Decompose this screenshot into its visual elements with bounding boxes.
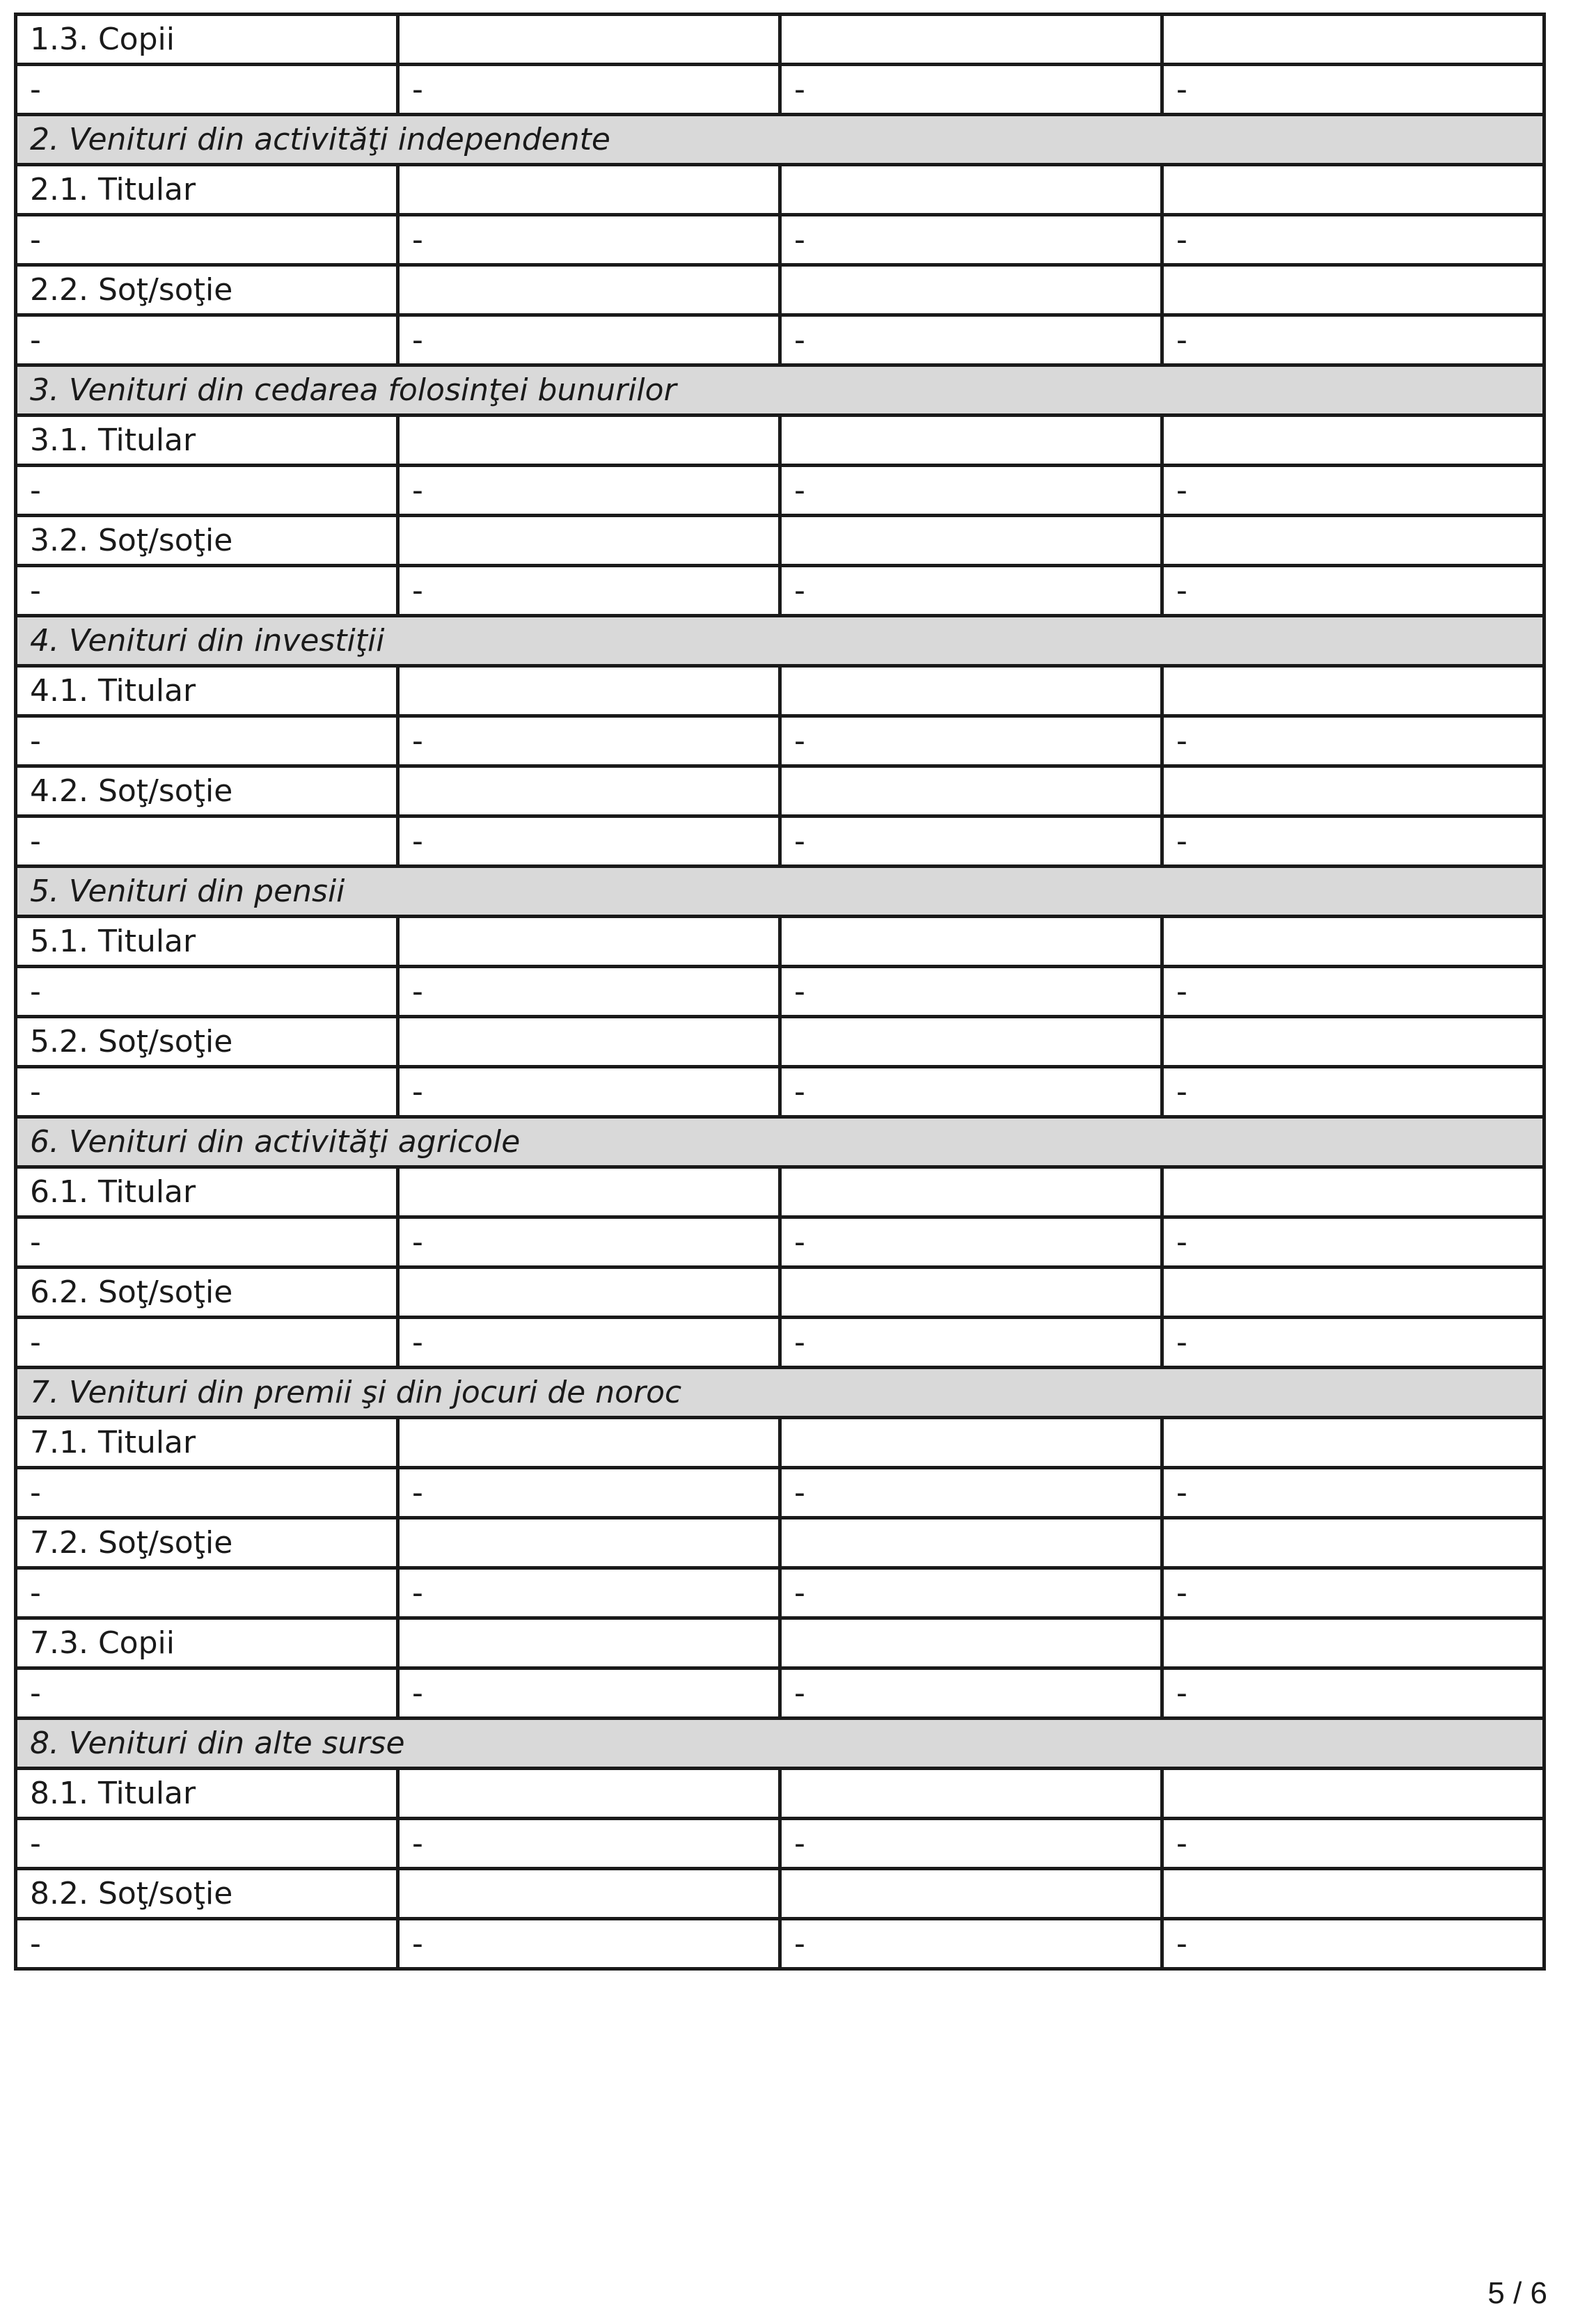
value-cell: - [1162,716,1544,766]
category-label: 2.1. Titular [16,165,398,215]
value-cell: - [16,1318,398,1368]
value-cell: - [16,215,398,265]
category-label: 4.2. Soţ/soţie [16,766,398,816]
category-label: 1.3. Copii [16,15,398,65]
empty-cell [1162,1418,1544,1468]
value-cell: - [398,716,780,766]
empty-cell [398,516,780,566]
income-table-body [16,15,1544,1969]
value-row [16,716,1544,766]
value-cell: - [398,1217,780,1268]
empty-cell [1162,516,1544,566]
category-row [16,15,1544,65]
value-row [16,1668,1544,1719]
value-cell: - [1162,566,1544,616]
empty-cell [1162,666,1544,716]
empty-cell [780,1167,1162,1217]
value-cell: - [780,1819,1162,1869]
empty-cell [398,917,780,967]
empty-cell [780,416,1162,466]
section-title: 2. Venituri din activităţi independente [16,115,1544,165]
empty-cell [780,766,1162,816]
empty-cell [780,1418,1162,1468]
section-title: 6. Venituri din activităţi agricole [16,1117,1544,1167]
empty-cell [1162,766,1544,816]
value-row [16,1468,1544,1518]
section-title: 8. Venituri din alte surse [16,1719,1544,1769]
category-row [16,1268,1544,1318]
value-row [16,1067,1544,1117]
empty-cell [780,1518,1162,1568]
category-row [16,416,1544,466]
empty-cell [780,516,1162,566]
category-row [16,165,1544,215]
empty-cell [780,666,1162,716]
value-cell: - [1162,1318,1544,1368]
empty-cell [780,1769,1162,1819]
value-row [16,967,1544,1017]
category-row [16,766,1544,816]
section-title: 4. Venituri din investiţii [16,616,1544,666]
value-row [16,466,1544,516]
section-row [16,115,1544,165]
value-cell: - [780,1919,1162,1969]
value-cell: - [16,65,398,115]
empty-cell [398,1167,780,1217]
value-cell: - [398,315,780,365]
value-row [16,1568,1544,1618]
empty-cell [398,666,780,716]
value-cell: - [780,1217,1162,1268]
page-number: 5 / 6 [1487,2276,1547,2310]
category-row [16,1769,1544,1819]
empty-cell [398,766,780,816]
empty-cell [398,1518,780,1568]
value-cell: - [398,566,780,616]
category-label: 6.1. Titular [16,1167,398,1217]
value-cell: - [780,215,1162,265]
value-cell: - [16,716,398,766]
category-label: 7.2. Soţ/soţie [16,1518,398,1568]
value-cell: - [780,466,1162,516]
value-cell: - [780,1668,1162,1719]
category-row [16,1418,1544,1468]
value-row [16,566,1544,616]
value-cell: - [16,1217,398,1268]
value-cell: - [16,1668,398,1719]
section-row [16,616,1544,666]
value-cell: - [398,466,780,516]
value-cell: - [780,716,1162,766]
empty-cell [780,1017,1162,1067]
empty-cell [1162,1017,1544,1067]
category-label: 6.2. Soţ/soţie [16,1268,398,1318]
value-row [16,1919,1544,1969]
value-cell: - [16,1067,398,1117]
value-cell: - [398,1668,780,1719]
value-cell: - [1162,1919,1544,1969]
empty-cell [780,1869,1162,1919]
empty-cell [398,1869,780,1919]
value-cell: - [780,1067,1162,1117]
category-label: 2.2. Soţ/soţie [16,265,398,315]
section-row [16,1368,1544,1418]
value-cell: - [780,816,1162,867]
empty-cell [1162,15,1544,65]
category-label: 8.1. Titular [16,1769,398,1819]
value-cell: - [780,967,1162,1017]
section-row [16,1117,1544,1167]
empty-cell [398,165,780,215]
category-row [16,1518,1544,1568]
category-row [16,265,1544,315]
value-cell: - [1162,816,1544,867]
category-label: 8.2. Soţ/soţie [16,1869,398,1919]
empty-cell [398,265,780,315]
category-label: 3.2. Soţ/soţie [16,516,398,566]
value-cell: - [1162,65,1544,115]
income-table [14,13,1546,1971]
empty-cell [1162,1618,1544,1668]
value-cell: - [16,967,398,1017]
category-row [16,917,1544,967]
empty-cell [1162,265,1544,315]
value-row [16,1217,1544,1268]
category-label: 4.1. Titular [16,666,398,716]
empty-cell [780,165,1162,215]
value-cell: - [1162,1819,1544,1869]
empty-cell [1162,917,1544,967]
value-cell: - [780,315,1162,365]
value-cell: - [398,1919,780,1969]
empty-cell [1162,416,1544,466]
section-row [16,365,1544,416]
value-cell: - [780,65,1162,115]
value-row [16,215,1544,265]
category-row [16,1017,1544,1067]
empty-cell [1162,1518,1544,1568]
value-cell: - [398,1819,780,1869]
empty-cell [398,1418,780,1468]
value-row [16,1318,1544,1368]
value-cell: - [780,1468,1162,1518]
value-cell: - [398,1568,780,1618]
empty-cell [1162,165,1544,215]
section-title: 5. Venituri din pensii [16,867,1544,917]
empty-cell [1162,1769,1544,1819]
value-row [16,816,1544,867]
section-row [16,867,1544,917]
empty-cell [398,1268,780,1318]
value-row [16,315,1544,365]
category-label: 5.1. Titular [16,917,398,967]
value-cell: - [398,1468,780,1518]
value-cell: - [16,1919,398,1969]
value-cell: - [398,967,780,1017]
category-label: 7.3. Copii [16,1618,398,1668]
section-row [16,1719,1544,1769]
value-cell: - [780,1318,1162,1368]
empty-cell [780,1618,1162,1668]
value-cell: - [398,816,780,867]
category-row [16,1167,1544,1217]
empty-cell [780,15,1162,65]
value-cell: - [16,566,398,616]
empty-cell [398,15,780,65]
empty-cell [780,917,1162,967]
empty-cell [780,265,1162,315]
value-cell: - [780,1568,1162,1618]
value-cell: - [1162,1668,1544,1719]
value-cell: - [1162,1568,1544,1618]
category-row [16,516,1544,566]
empty-cell [398,1618,780,1668]
value-row [16,1819,1544,1869]
empty-cell [398,1769,780,1819]
value-cell: - [1162,967,1544,1017]
value-cell: - [16,315,398,365]
value-cell: - [16,1568,398,1618]
category-label: 7.1. Titular [16,1418,398,1468]
empty-cell [1162,1869,1544,1919]
value-cell: - [1162,215,1544,265]
value-cell: - [1162,1468,1544,1518]
value-cell: - [16,1468,398,1518]
category-row [16,1618,1544,1668]
empty-cell [1162,1167,1544,1217]
category-row [16,1869,1544,1919]
category-label: 3.1. Titular [16,416,398,466]
value-cell: - [398,1318,780,1368]
category-label: 5.2. Soţ/soţie [16,1017,398,1067]
value-cell: - [1162,315,1544,365]
value-row [16,65,1544,115]
empty-cell [1162,1268,1544,1318]
value-cell: - [780,566,1162,616]
value-cell: - [398,215,780,265]
section-title: 7. Venituri din premii şi din jocuri de noroc [16,1368,1544,1418]
value-cell: - [398,1067,780,1117]
empty-cell [398,1017,780,1067]
empty-cell [780,1268,1162,1318]
value-cell: - [398,65,780,115]
value-cell: - [16,1819,398,1869]
value-cell: - [16,466,398,516]
value-cell: - [1162,466,1544,516]
value-cell: - [1162,1217,1544,1268]
category-row [16,666,1544,716]
section-title: 3. Venituri din cedarea folosinţei bunurilor [16,365,1544,416]
value-cell: - [1162,1067,1544,1117]
value-cell: - [16,816,398,867]
empty-cell [398,416,780,466]
